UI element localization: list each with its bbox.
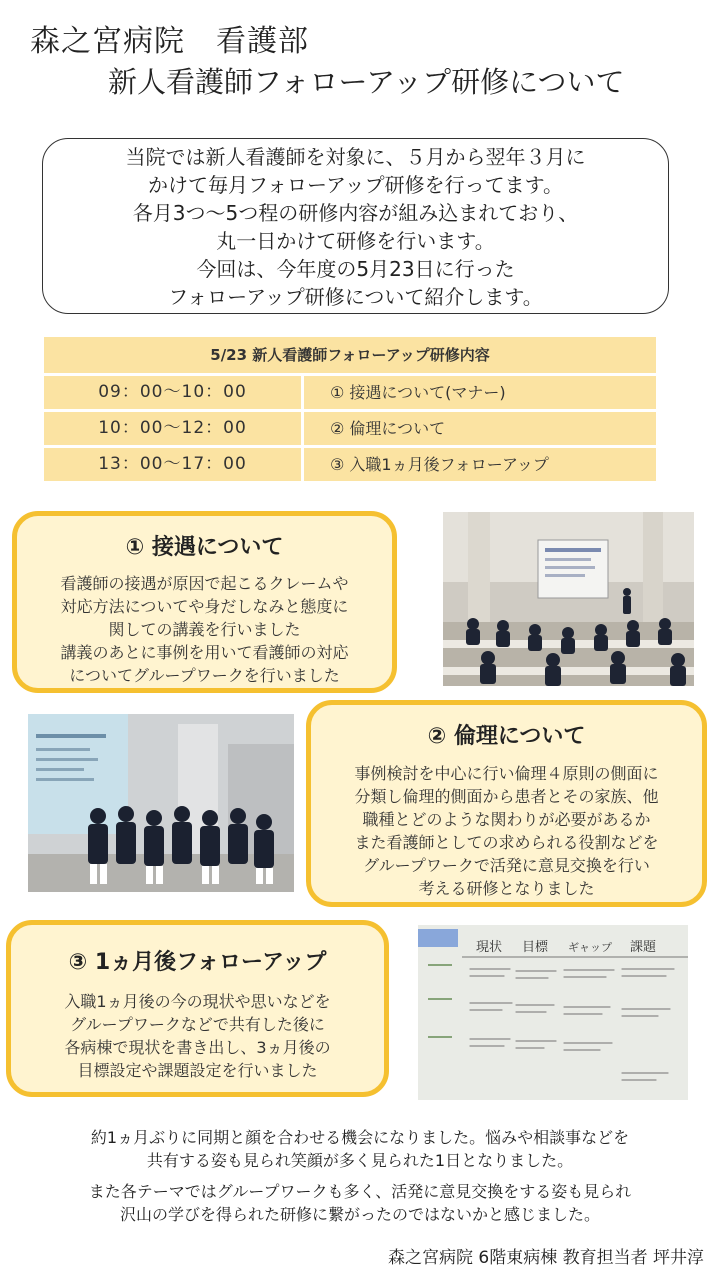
intro-line: 各月3つ〜5つ程の研修内容が組み込まれており、 xyxy=(132,201,579,225)
section-line: 看護師の接遇が原因で起こるクレームや xyxy=(60,574,349,593)
intro-line: 丸一日かけて研修を行います。 xyxy=(216,229,495,253)
schedule-row xyxy=(44,412,656,445)
whiteboard-header: 目標 xyxy=(522,940,549,955)
intro-box xyxy=(42,138,669,314)
section-line: についてグループワークを行いました xyxy=(69,666,340,685)
footer-credit: 森之宮病院 6階東病棟 教育担当者 坪井淳 xyxy=(387,1248,704,1268)
section-line: 考える研修となりました xyxy=(418,879,595,898)
page-title: 森之宮病院 看護部 xyxy=(30,24,309,59)
closing-line: 約1ヵ月ぶりに同期と顔を合わせる機会になりました。悩みや相談事などを xyxy=(90,1128,630,1147)
section-line: 対応方法についてや身だしなみと態度に xyxy=(60,597,349,616)
schedule-item: ② 倫理について xyxy=(304,412,656,445)
section-card-followup xyxy=(6,920,389,1097)
section-card-ethics xyxy=(306,700,707,907)
intro-line: かけて毎月フォローアップ研修を行ってます。 xyxy=(148,173,563,197)
closing-line: 沢山の学びを得られた研修に繋がったのではないかと感じました。 xyxy=(119,1205,600,1224)
section-line: 目標設定や課題設定を行いました xyxy=(77,1061,318,1080)
schedule-title: 5/23 新人看護師フォローアップ研修内容 xyxy=(44,337,656,373)
section-title: ③ 1ヵ月後フォローアップ xyxy=(68,950,327,975)
intro-line: フォローアップ研修について紹介します。 xyxy=(168,285,543,309)
lecture-photo xyxy=(443,512,694,686)
section-line: また看護師としての求められる役割などを xyxy=(354,833,659,852)
section-line: 各病棟で現状を書き出し、3ヵ月後の xyxy=(64,1038,331,1057)
section-title: ① 接遇について xyxy=(125,535,284,560)
schedule-table xyxy=(44,337,656,481)
schedule-time: 13：00〜17：00 xyxy=(44,448,301,481)
section-line: 関しての講義を行いました xyxy=(108,620,301,639)
schedule-time: 09：00〜10：00 xyxy=(44,376,301,409)
schedule-row xyxy=(44,448,656,481)
schedule-time: 10：00〜12：00 xyxy=(44,412,301,445)
group-work-photo xyxy=(28,714,294,892)
whiteboard-photo xyxy=(418,925,688,1100)
section-line: 入職1ヵ月後の今の現状や思いなどを xyxy=(64,992,331,1011)
section-line: 分類し倫理的側面から患者とその家族、他 xyxy=(354,787,659,806)
schedule-item: ① 接遇について(マナー) xyxy=(304,376,656,409)
section-line: グループワークなどで共有した後に xyxy=(70,1015,325,1034)
closing-line: また各テーマではグループワークも多く、活発に意見交換をする姿も見られ xyxy=(88,1182,632,1201)
section-line: 職種とどのような関わりが必要があるか xyxy=(362,810,651,829)
whiteboard-header: 課題 xyxy=(630,940,657,955)
intro-line: 今回は、今年度の5月23日に行った xyxy=(196,257,515,281)
closing-line: 共有する姿も見られ笑顔が多く見られた1日となりました。 xyxy=(146,1151,574,1170)
schedule-item: ③ 入職1ヵ月後フォローアップ xyxy=(304,448,656,481)
section-line: 講義のあとに事例を用いて看護師の対応 xyxy=(60,643,349,662)
whiteboard-header: ギャップ xyxy=(568,941,612,954)
section-line: グループワークで活発に意見交換を行い xyxy=(363,856,650,875)
section-line: 事例検討を中心に行い倫理４原則の側面に xyxy=(354,764,659,783)
intro-line: 当院では新人看護師を対象に、５月から翌年３月に xyxy=(125,145,586,169)
page-subtitle: 新人看護師フォローアップ研修について xyxy=(108,65,625,99)
schedule-row xyxy=(44,376,656,409)
section-title: ② 倫理について xyxy=(427,724,586,749)
whiteboard-header: 現状 xyxy=(476,940,503,955)
section-card-manners xyxy=(12,511,397,693)
